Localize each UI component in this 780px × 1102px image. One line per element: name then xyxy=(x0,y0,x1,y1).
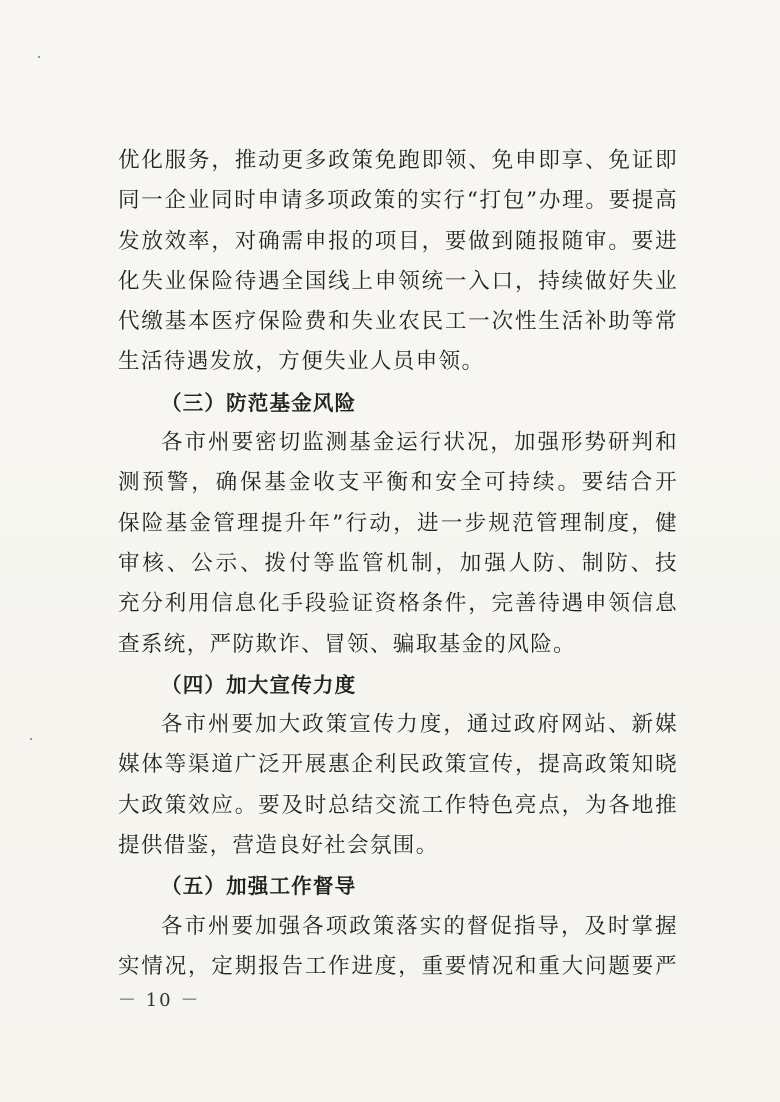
paragraph-line: 保险基金管理提升年”行动，进一步规范管理制度，健 xyxy=(118,510,678,536)
scan-speck xyxy=(38,56,40,58)
paragraph-line: 审核、公示、拨付等监管机制，加强人防、制防、技 xyxy=(118,550,678,576)
paragraph-line: 代缴基本医疗保险费和失业农民工一次性生活补助等常 xyxy=(118,309,678,335)
paragraph-line: 媒体等渠道广泛开展惠企利民政策宣传，提高政策知晓 xyxy=(118,752,678,778)
paragraph-line: 各市州要密切监测基金运行状况，加强形势研判和 xyxy=(161,430,678,456)
paragraph-line: 实情况，定期报告工作进度，重要情况和重大问题要严 xyxy=(118,953,678,979)
page-number: － 10 － xyxy=(118,990,201,1011)
paragraph-line: 各市州要加大政策宣传力度，通过政府网站、新媒 xyxy=(161,712,678,738)
section-heading-3: （三）防范基金风险 xyxy=(161,390,357,415)
paragraph-line: 发放效率，对确需申报的项目，要做到随报随审。要进 xyxy=(118,228,678,254)
document-body xyxy=(118,141,678,987)
paragraph-line: 充分利用信息化手段验证资格条件，完善待遇申领信息 xyxy=(118,591,678,617)
paragraph-line: 提供借鉴，营造良好社会氛围。 xyxy=(118,833,439,859)
section-heading-5: （五）加强工作督导 xyxy=(161,874,357,899)
paragraph-line: 大政策效应。要及时总结交流工作特色亮点，为各地推 xyxy=(118,792,678,818)
paragraph-line: 优化服务，推动更多政策免跑即领、免申即享、免证即 xyxy=(118,148,678,173)
scan-speck xyxy=(30,738,32,740)
paragraph-line: 生活待遇发放，方便失业人员申领。 xyxy=(118,349,485,375)
section-heading-4: （四）加大宣传力度 xyxy=(161,672,357,697)
paragraph-line: 查系统，严防欺诈、冒领、骗取基金的风险。 xyxy=(118,631,577,657)
paragraph-line: 各市州要加强各项政策落实的督促指导，及时掌握 xyxy=(161,913,678,939)
paragraph-line: 同一企业同时申请多项政策的实行“打包”办理。要提高 xyxy=(118,188,678,214)
paragraph-line: 测预警，确保基金收支平衡和安全可持续。要结合开 xyxy=(118,470,678,496)
paragraph-line: 化失业保险待遇全国线上申领统一入口，持续做好失业 xyxy=(118,268,678,294)
